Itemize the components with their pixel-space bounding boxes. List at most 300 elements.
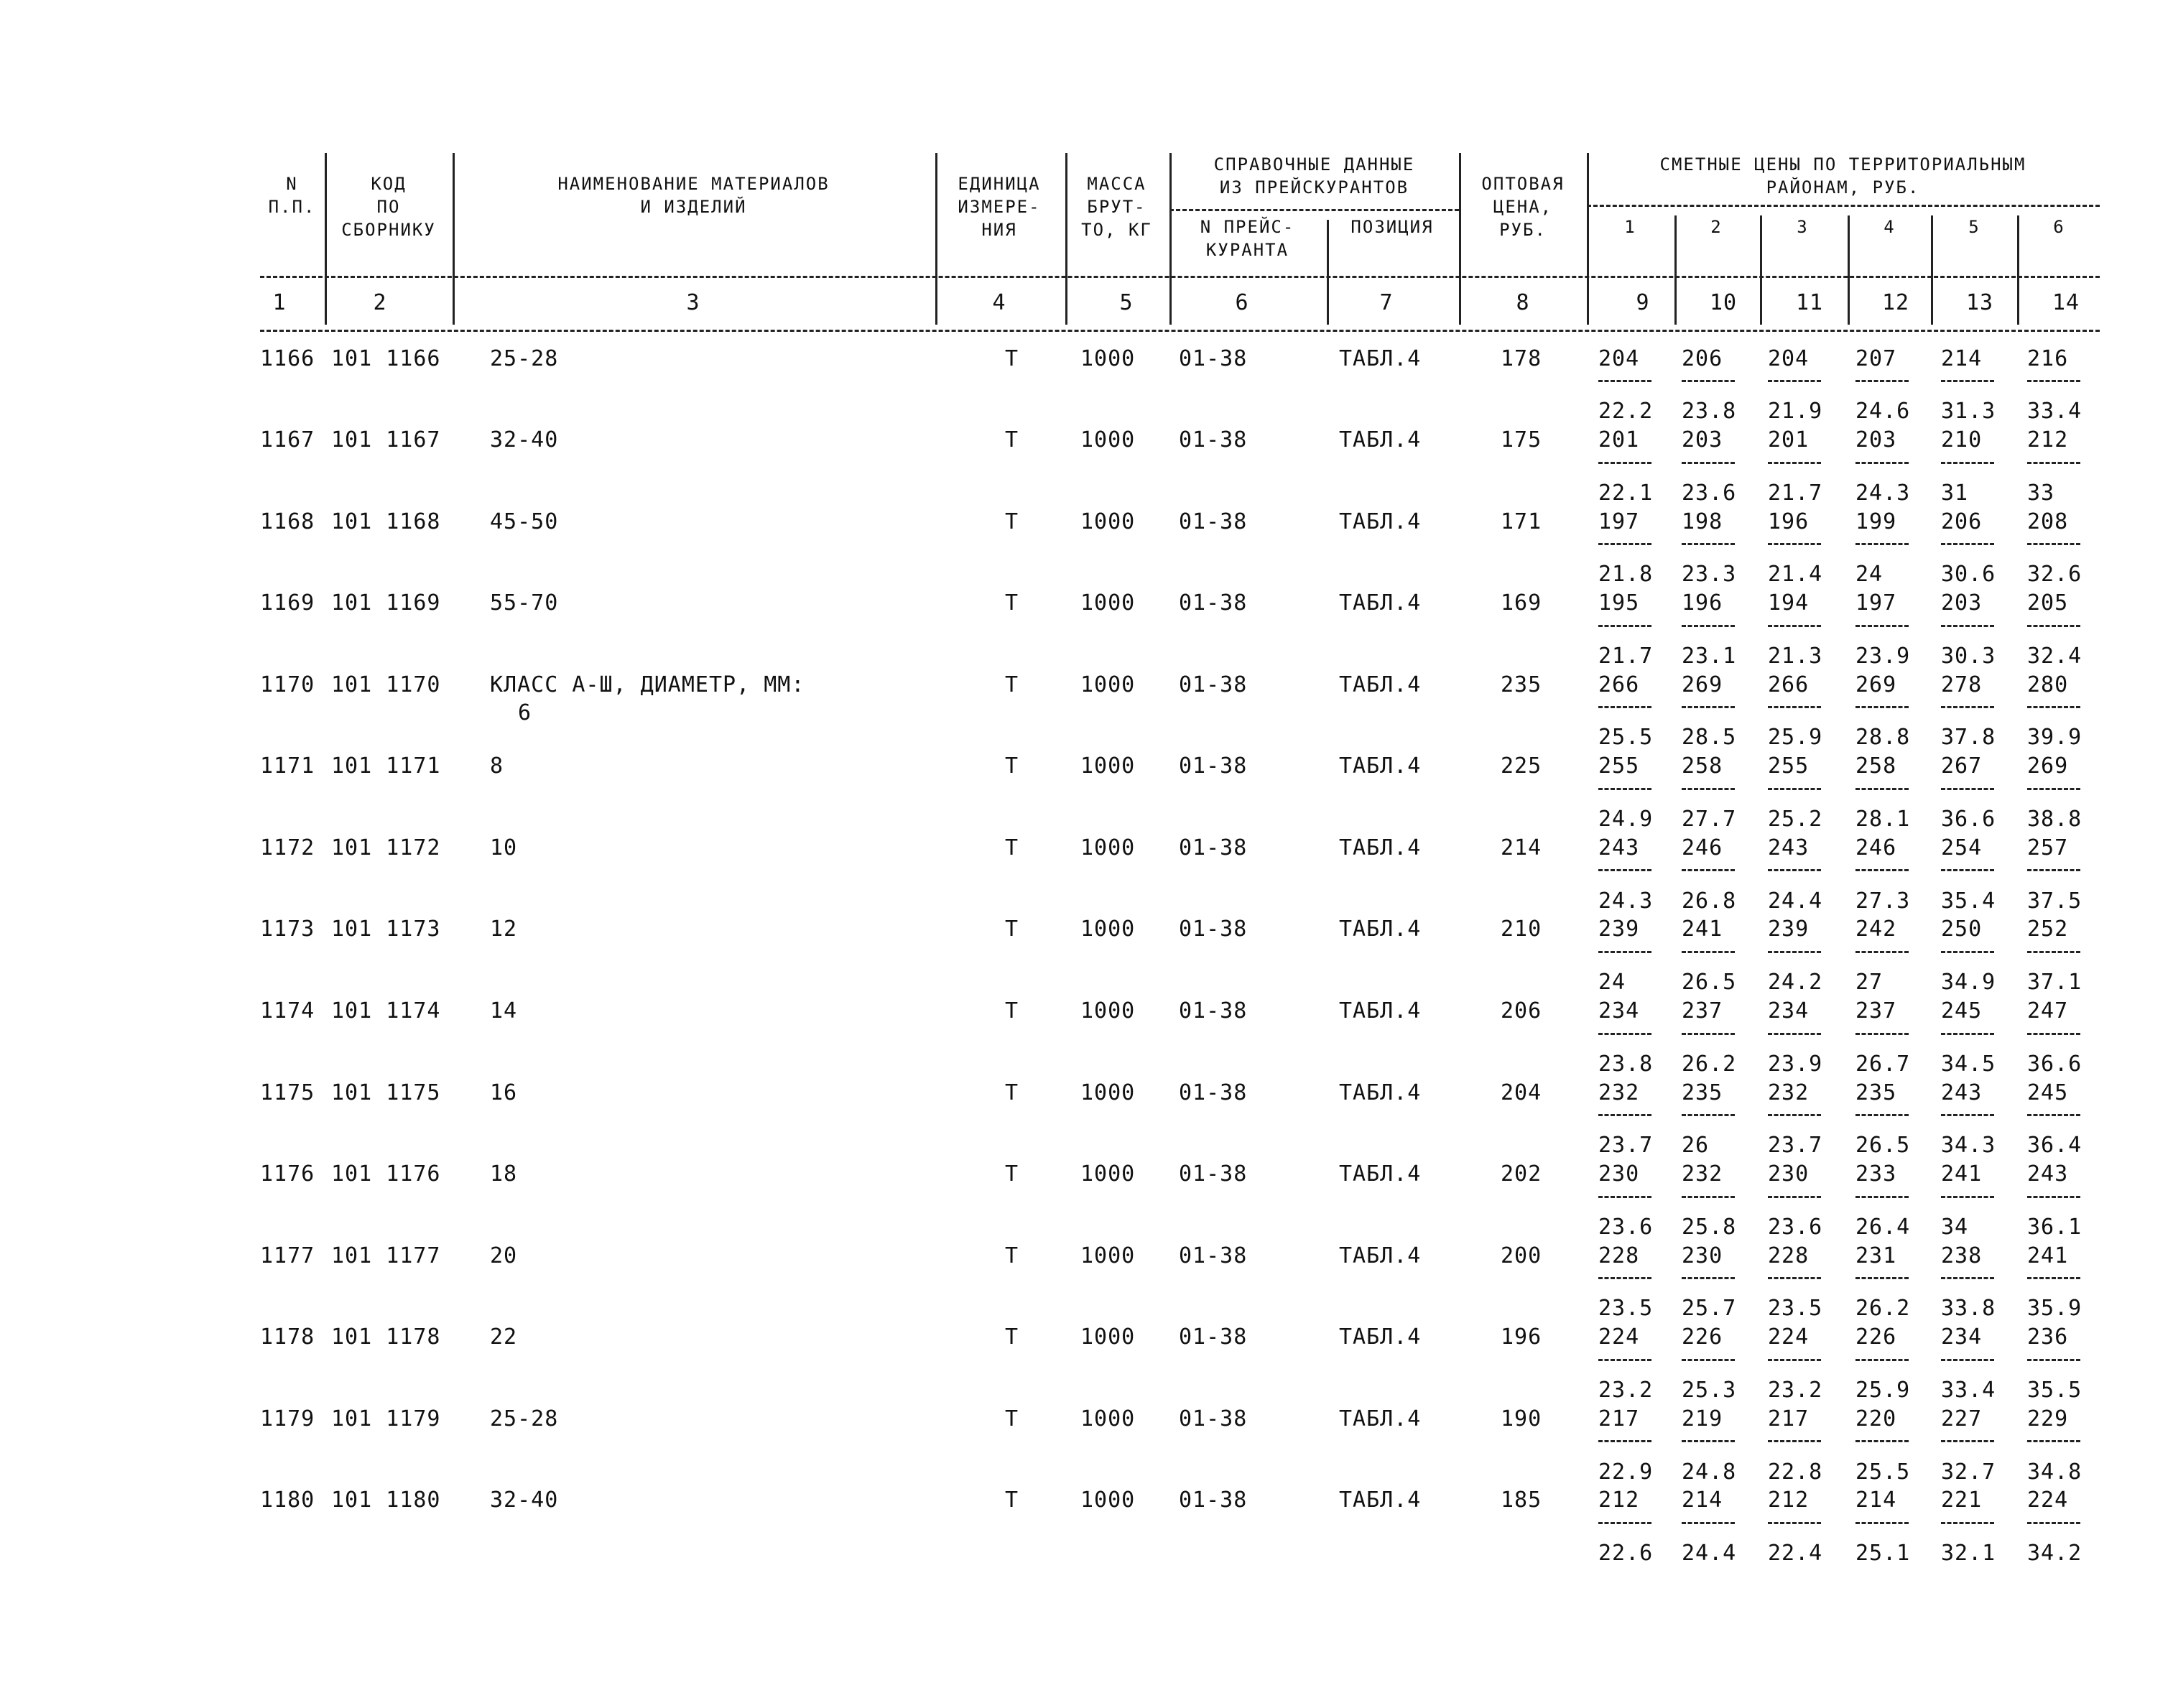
- regional-price: 241: [2027, 1243, 2069, 1268]
- row-wholesale: 235: [1501, 672, 1542, 697]
- fraction-line: [1768, 380, 1821, 382]
- regional-price: 203: [1855, 427, 1897, 452]
- header-ref-divider: [1169, 209, 1459, 211]
- fraction-line: [1598, 706, 1651, 708]
- regional-price: 232: [1598, 1080, 1640, 1105]
- fraction-line: [1682, 951, 1735, 953]
- fraction-line: [1768, 951, 1821, 953]
- column-number-10: 10: [1709, 290, 1738, 315]
- row-name: 8: [490, 753, 504, 779]
- row-number: 1173: [260, 916, 315, 942]
- regional-price-coefficient: 23.7: [1598, 1133, 1654, 1158]
- fraction-line: [1855, 1522, 1909, 1524]
- row-pricelist: 01-38: [1179, 1406, 1248, 1431]
- regional-price: 239: [1598, 916, 1640, 942]
- row-unit: Т: [1005, 346, 1019, 371]
- fraction-line: [2027, 869, 2080, 871]
- fraction-line: [1855, 788, 1909, 790]
- column-number-4: 4: [992, 290, 1006, 315]
- header-regions-group: СМЕТНЫЕ ЦЕНЫ ПО ТЕРРИТОРИАЛЬНЫМ РАЙОНАМ, РУБ.: [1659, 154, 2026, 198]
- regional-price-coefficient: 23.1: [1682, 644, 1737, 669]
- row-position: ТАБЛ.4: [1339, 1406, 1422, 1431]
- row-code: 101 1172: [331, 835, 441, 860]
- row-unit: Т: [1005, 1080, 1019, 1105]
- regional-price: 243: [2027, 1161, 2069, 1187]
- fraction-line: [1941, 1522, 1994, 1524]
- fraction-line: [1682, 1277, 1735, 1279]
- fraction-line: [2027, 1522, 2080, 1524]
- column-number-12: 12: [1881, 290, 1910, 315]
- regional-price: 241: [1941, 1161, 1983, 1187]
- fraction-line: [1598, 1359, 1651, 1361]
- regional-price-coefficient: 23.6: [1598, 1215, 1654, 1240]
- regional-price-coefficient: 25.8: [1682, 1215, 1737, 1240]
- row-position: ТАБЛ.4: [1339, 1243, 1422, 1268]
- header-region-5: 5: [1968, 217, 1980, 237]
- row-number: 1176: [260, 1161, 315, 1187]
- fraction-line: [1768, 462, 1821, 464]
- regional-price-coefficient: 23.7: [1768, 1133, 1823, 1158]
- regional-price-coefficient: 34: [1941, 1215, 1969, 1240]
- row-name: 22: [490, 1324, 518, 1350]
- header-col-unit: ЕДИНИЦА ИЗМЕРЕ- НИЯ: [958, 174, 1041, 240]
- regional-price: 228: [1768, 1243, 1810, 1268]
- regional-price: 196: [1682, 590, 1723, 616]
- row-unit: Т: [1005, 1243, 1019, 1268]
- regional-price: 237: [1682, 998, 1723, 1024]
- header-col-number: N П.П.: [268, 174, 316, 217]
- fraction-line: [1941, 1033, 1994, 1035]
- row-position: ТАБЛ.4: [1339, 1080, 1422, 1105]
- row-number: 1180: [260, 1487, 315, 1513]
- fraction-line: [1941, 1196, 1994, 1198]
- fraction-line: [1768, 1114, 1821, 1116]
- fraction-line: [1855, 1033, 1909, 1035]
- regional-price: 206: [1682, 346, 1723, 371]
- fraction-line: [2027, 951, 2080, 953]
- row-number: 1167: [260, 427, 315, 452]
- regional-price-coefficient: 37.8: [1941, 725, 1996, 750]
- fraction-line: [1598, 1033, 1651, 1035]
- row-wholesale: 190: [1501, 1406, 1542, 1431]
- regional-price: 245: [2027, 1080, 2069, 1105]
- row-mass: 1000: [1080, 753, 1136, 779]
- regional-price-coefficient: 39.9: [2027, 725, 2082, 750]
- regional-price: 197: [1598, 509, 1640, 534]
- row-name: 45-50: [490, 509, 559, 534]
- row-pricelist: 01-38: [1179, 916, 1248, 942]
- row-code: 101 1177: [331, 1243, 441, 1268]
- fraction-line: [1768, 625, 1821, 627]
- row-number: 1168: [260, 509, 315, 534]
- row-mass: 1000: [1080, 1406, 1136, 1431]
- regional-price-coefficient: 36.6: [1941, 807, 1996, 832]
- fraction-line: [1682, 1114, 1735, 1116]
- header-col-position: ПОЗИЦИЯ: [1350, 217, 1434, 237]
- row-number: 1169: [260, 590, 315, 616]
- row-mass: 1000: [1080, 998, 1136, 1024]
- row-position: ТАБЛ.4: [1339, 509, 1422, 534]
- fraction-line: [1941, 380, 1994, 382]
- header-col-pricelist: N ПРЕЙС- КУРАНТА: [1200, 217, 1295, 260]
- regional-price: 255: [1768, 753, 1810, 779]
- regional-price-coefficient: 25.2: [1768, 807, 1823, 832]
- row-wholesale: 206: [1501, 998, 1542, 1024]
- regional-price-coefficient: 24.9: [1598, 807, 1654, 832]
- fraction-line: [1855, 1440, 1909, 1442]
- regional-price-coefficient: 25.1: [1855, 1541, 1911, 1566]
- regional-price-coefficient: 37.5: [2027, 888, 2082, 914]
- row-name: 55-70: [490, 590, 559, 616]
- regional-price-coefficient: 34.5: [1941, 1052, 1996, 1077]
- row-pricelist: 01-38: [1179, 346, 1248, 371]
- regional-price-coefficient: 34.8: [2027, 1459, 2082, 1485]
- row-pricelist: 01-38: [1179, 1243, 1248, 1268]
- row-mass: 1000: [1080, 1161, 1136, 1187]
- regional-price-coefficient: 26.7: [1855, 1052, 1911, 1077]
- row-wholesale: 169: [1501, 590, 1542, 616]
- fraction-line: [1682, 1196, 1735, 1198]
- fraction-line: [1768, 543, 1821, 545]
- row-position: ТАБЛ.4: [1339, 1161, 1422, 1187]
- regional-price: 238: [1941, 1243, 1983, 1268]
- row-name: КЛАСС А-Ш, ДИАМЕТР, ММ:: [490, 672, 805, 697]
- regional-price: 216: [2027, 346, 2069, 371]
- regional-price-coefficient: 35.4: [1941, 888, 1996, 914]
- regional-price-coefficient: 32.1: [1941, 1541, 1996, 1566]
- regional-price-coefficient: 26.5: [1682, 970, 1737, 995]
- regional-price-coefficient: 23.6: [1682, 481, 1737, 506]
- header-region-3: 3: [1797, 217, 1809, 237]
- regional-price-coefficient: 23.5: [1598, 1296, 1654, 1321]
- row-number: 1178: [260, 1324, 315, 1350]
- fraction-line: [2027, 1196, 2080, 1198]
- regional-price-coefficient: 26.5: [1855, 1133, 1911, 1158]
- regional-price-coefficient: 22.9: [1598, 1459, 1654, 1485]
- regional-price: 246: [1682, 835, 1723, 860]
- regional-price-coefficient: 22.6: [1598, 1541, 1654, 1566]
- row-number: 1171: [260, 753, 315, 779]
- regional-price-coefficient: 30.6: [1941, 562, 1996, 587]
- row-pricelist: 01-38: [1179, 672, 1248, 697]
- regional-price: 201: [1768, 427, 1810, 452]
- regional-price: 278: [1941, 672, 1983, 697]
- header-regions-divider: [1587, 205, 2100, 207]
- regional-price-coefficient: 27.3: [1855, 888, 1911, 914]
- header-region-6: 6: [2053, 217, 2065, 237]
- regional-price: 234: [1768, 998, 1810, 1024]
- row-code: 101 1180: [331, 1487, 441, 1513]
- row-number: 1166: [260, 346, 315, 371]
- row-name: 25-28: [490, 346, 559, 371]
- column-number-9: 9: [1636, 290, 1650, 315]
- row-position: ТАБЛ.4: [1339, 753, 1422, 779]
- regional-price: 230: [1598, 1161, 1640, 1187]
- fraction-line: [2027, 1359, 2080, 1361]
- regional-price-coefficient: 25.5: [1855, 1459, 1911, 1485]
- fraction-line: [1855, 1359, 1909, 1361]
- row-name: 32-40: [490, 427, 559, 452]
- row-name: 32-40: [490, 1487, 559, 1513]
- regional-price: 269: [1855, 672, 1897, 697]
- regional-price-coefficient: 33: [2027, 481, 2055, 506]
- regional-price-coefficient: 22.4: [1768, 1541, 1823, 1566]
- row-code: 101 1167: [331, 427, 441, 452]
- row-mass: 1000: [1080, 1243, 1136, 1268]
- regional-price: 254: [1941, 835, 1983, 860]
- regional-price-coefficient: 23.6: [1768, 1215, 1823, 1240]
- fraction-line: [1682, 543, 1735, 545]
- regional-price-coefficient: 34.9: [1941, 970, 1996, 995]
- regional-price: 203: [1682, 427, 1723, 452]
- regional-price: 212: [1768, 1487, 1810, 1513]
- row-name: 18: [490, 1161, 518, 1187]
- column-number-6: 6: [1235, 290, 1249, 315]
- regional-price: 231: [1855, 1243, 1897, 1268]
- regional-price: 198: [1682, 509, 1723, 534]
- fraction-line: [2027, 1440, 2080, 1442]
- row-unit: Т: [1005, 998, 1019, 1024]
- regional-price: 219: [1682, 1406, 1723, 1431]
- row-pricelist: 01-38: [1179, 998, 1248, 1024]
- header-col-divider: [453, 153, 455, 325]
- row-position: ТАБЛ.4: [1339, 346, 1422, 371]
- row-mass: 1000: [1080, 1080, 1136, 1105]
- row-wholesale: 202: [1501, 1161, 1542, 1187]
- header-col-name: НАИМЕНОВАНИЕ МАТЕРИАЛОВ И ИЗДЕЛИЙ: [557, 174, 830, 217]
- regional-price: 195: [1598, 590, 1640, 616]
- regional-price: 197: [1855, 590, 1897, 616]
- row-position: ТАБЛ.4: [1339, 998, 1422, 1024]
- regional-price-coefficient: 28.5: [1682, 725, 1737, 750]
- regional-price-coefficient: 32.4: [2027, 644, 2082, 669]
- row-number: 1175: [260, 1080, 315, 1105]
- regional-price-coefficient: 23.2: [1768, 1378, 1823, 1403]
- regional-price-coefficient: 23.9: [1855, 644, 1911, 669]
- fraction-line: [1941, 869, 1994, 871]
- fraction-line: [1855, 625, 1909, 627]
- row-unit: Т: [1005, 1487, 1019, 1513]
- header-col-wholesale: ОПТОВАЯ ЦЕНА, РУБ.: [1481, 174, 1565, 240]
- regional-price-coefficient: 24: [1598, 970, 1626, 995]
- fraction-line: [1768, 1033, 1821, 1035]
- column-number-1: 1: [272, 290, 287, 315]
- regional-price: 196: [1768, 509, 1810, 534]
- column-number-13: 13: [1965, 290, 1994, 315]
- regional-price-coefficient: 31.3: [1941, 399, 1996, 424]
- regional-price: 266: [1768, 672, 1810, 697]
- row-pricelist: 01-38: [1179, 509, 1248, 534]
- regional-price-coefficient: 37.1: [2027, 970, 2082, 995]
- regional-price-coefficient: 35.9: [2027, 1296, 2082, 1321]
- regional-price: 217: [1768, 1406, 1810, 1431]
- column-number-5: 5: [1119, 290, 1134, 315]
- fraction-line: [1768, 1440, 1821, 1442]
- regional-price-coefficient: 23.8: [1598, 1052, 1654, 1077]
- row-position: ТАБЛ.4: [1339, 1324, 1422, 1350]
- regional-price: 266: [1598, 672, 1640, 697]
- regional-price: 280: [2027, 672, 2069, 697]
- regional-price-coefficient: 23.2: [1598, 1378, 1654, 1403]
- row-wholesale: 178: [1501, 346, 1542, 371]
- regional-price: 207: [1855, 346, 1897, 371]
- row-wholesale: 225: [1501, 753, 1542, 779]
- row-unit: Т: [1005, 509, 1019, 534]
- fraction-line: [1682, 1033, 1735, 1035]
- row-name-continuation: 6: [518, 700, 532, 725]
- regional-price-coefficient: 26.2: [1855, 1296, 1911, 1321]
- regional-price-coefficient: 28.1: [1855, 807, 1911, 832]
- row-name: 25-28: [490, 1406, 559, 1431]
- regional-price-coefficient: 24.4: [1682, 1541, 1737, 1566]
- row-mass: 1000: [1080, 1324, 1136, 1350]
- row-wholesale: 200: [1501, 1243, 1542, 1268]
- fraction-line: [1598, 380, 1651, 382]
- regional-price: 242: [1855, 916, 1897, 942]
- fraction-line: [1941, 1440, 1994, 1442]
- regional-price-coefficient: 22.1: [1598, 481, 1654, 506]
- regional-price: 204: [1768, 346, 1810, 371]
- regional-price: 229: [2027, 1406, 2069, 1431]
- fraction-line: [1768, 869, 1821, 871]
- regional-price-coefficient: 23.8: [1682, 399, 1737, 424]
- row-code: 101 1169: [331, 590, 441, 616]
- regional-price: 257: [2027, 835, 2069, 860]
- fraction-line: [1682, 1440, 1735, 1442]
- fraction-line: [1682, 706, 1735, 708]
- regional-price-coefficient: 25.7: [1682, 1296, 1737, 1321]
- fraction-line: [1941, 951, 1994, 953]
- regional-price: 226: [1682, 1324, 1723, 1350]
- fraction-line: [1768, 706, 1821, 708]
- fraction-line: [2027, 543, 2080, 545]
- regional-price: 206: [1941, 509, 1983, 534]
- fraction-line: [1598, 1522, 1651, 1524]
- row-unit: Т: [1005, 427, 1019, 452]
- row-pricelist: 01-38: [1179, 753, 1248, 779]
- column-number-14: 14: [2052, 290, 2080, 315]
- row-pricelist: 01-38: [1179, 1080, 1248, 1105]
- regional-price-coefficient: 23.3: [1682, 562, 1737, 587]
- regional-price-coefficient: 22.8: [1768, 1459, 1823, 1485]
- row-number: 1170: [260, 672, 315, 697]
- regional-price: 246: [1855, 835, 1897, 860]
- fraction-line: [2027, 380, 2080, 382]
- row-unit: Т: [1005, 672, 1019, 697]
- regional-price-coefficient: 21.7: [1598, 644, 1654, 669]
- regional-price: 243: [1598, 835, 1640, 860]
- column-number-2: 2: [373, 290, 387, 315]
- regional-price: 250: [1941, 916, 1983, 942]
- regional-price: 235: [1682, 1080, 1723, 1105]
- regional-price: 199: [1855, 509, 1897, 534]
- regional-price: 224: [1768, 1324, 1810, 1350]
- fraction-line: [1768, 1522, 1821, 1524]
- row-unit: Т: [1005, 835, 1019, 860]
- regional-price: 204: [1598, 346, 1640, 371]
- fraction-line: [1598, 625, 1651, 627]
- header-col-code: КОД ПО СБОРНИКУ: [341, 174, 436, 240]
- regional-price-coefficient: 33.4: [2027, 399, 2082, 424]
- row-wholesale: 204: [1501, 1080, 1542, 1105]
- regional-price: 252: [2027, 916, 2069, 942]
- fraction-line: [2027, 1114, 2080, 1116]
- regional-price-coefficient: 30.3: [1941, 644, 1996, 669]
- header-col-mass: МАССА БРУТ- ТО, КГ: [1081, 174, 1152, 240]
- row-name: 14: [490, 998, 518, 1024]
- fraction-line: [1598, 1196, 1651, 1198]
- row-number: 1179: [260, 1406, 315, 1431]
- row-position: ТАБЛ.4: [1339, 427, 1422, 452]
- regional-price-coefficient: 21.3: [1768, 644, 1823, 669]
- row-position: ТАБЛ.4: [1339, 835, 1422, 860]
- regional-price-coefficient: 24.4: [1768, 888, 1823, 914]
- row-mass: 1000: [1080, 672, 1136, 697]
- regional-price: 232: [1682, 1161, 1723, 1187]
- regional-price-coefficient: 34.3: [1941, 1133, 1996, 1158]
- fraction-line: [2027, 462, 2080, 464]
- row-code: 101 1179: [331, 1406, 441, 1431]
- regional-price-coefficient: 24.2: [1768, 970, 1823, 995]
- row-wholesale: 171: [1501, 509, 1542, 534]
- row-code: 101 1171: [331, 753, 441, 779]
- fraction-line: [1598, 869, 1651, 871]
- row-number: 1172: [260, 835, 315, 860]
- row-name: 16: [490, 1080, 518, 1105]
- regional-price: 201: [1598, 427, 1640, 452]
- row-pricelist: 01-38: [1179, 835, 1248, 860]
- header-ref-group: СПРАВОЧНЫЕ ДАННЫЕ ИЗ ПРЕЙСКУРАНТОВ: [1213, 154, 1415, 198]
- regional-price-coefficient: 34.2: [2027, 1541, 2082, 1566]
- regional-price: 214: [1682, 1487, 1723, 1513]
- row-pricelist: 01-38: [1179, 590, 1248, 616]
- regional-price-coefficient: 36.1: [2027, 1215, 2082, 1240]
- fraction-line: [1855, 1114, 1909, 1116]
- header-region-2: 2: [1710, 217, 1723, 237]
- regional-price: 232: [1768, 1080, 1810, 1105]
- fraction-line: [1598, 462, 1651, 464]
- fraction-line: [1768, 1196, 1821, 1198]
- regional-price: 217: [1598, 1406, 1640, 1431]
- row-unit: Т: [1005, 916, 1019, 942]
- fraction-line: [1598, 788, 1651, 790]
- regional-price: 220: [1855, 1406, 1897, 1431]
- fraction-line: [1855, 1196, 1909, 1198]
- regional-price-coefficient: 21.8: [1598, 562, 1654, 587]
- regional-price-coefficient: 26.2: [1682, 1052, 1737, 1077]
- fraction-line: [1941, 462, 1994, 464]
- column-number-11: 11: [1795, 290, 1824, 315]
- regional-price-coefficient: 25.5: [1598, 725, 1654, 750]
- regional-price-coefficient: 26.4: [1855, 1215, 1911, 1240]
- regional-price-coefficient: 36.6: [2027, 1052, 2082, 1077]
- column-number-8: 8: [1516, 290, 1530, 315]
- regional-price-coefficient: 26: [1682, 1133, 1710, 1158]
- regional-price-coefficient: 24.3: [1598, 888, 1654, 914]
- fraction-line: [1941, 1359, 1994, 1361]
- fraction-line: [1768, 1359, 1821, 1361]
- row-mass: 1000: [1080, 427, 1136, 452]
- fraction-line: [1941, 706, 1994, 708]
- row-name: 10: [490, 835, 518, 860]
- fraction-line: [1598, 1277, 1651, 1279]
- row-code: 101 1176: [331, 1161, 441, 1187]
- regional-price: 258: [1682, 753, 1723, 779]
- fraction-line: [1941, 788, 1994, 790]
- row-position: ТАБЛ.4: [1339, 916, 1422, 942]
- fraction-line: [1598, 543, 1651, 545]
- regional-price: 237: [1855, 998, 1897, 1024]
